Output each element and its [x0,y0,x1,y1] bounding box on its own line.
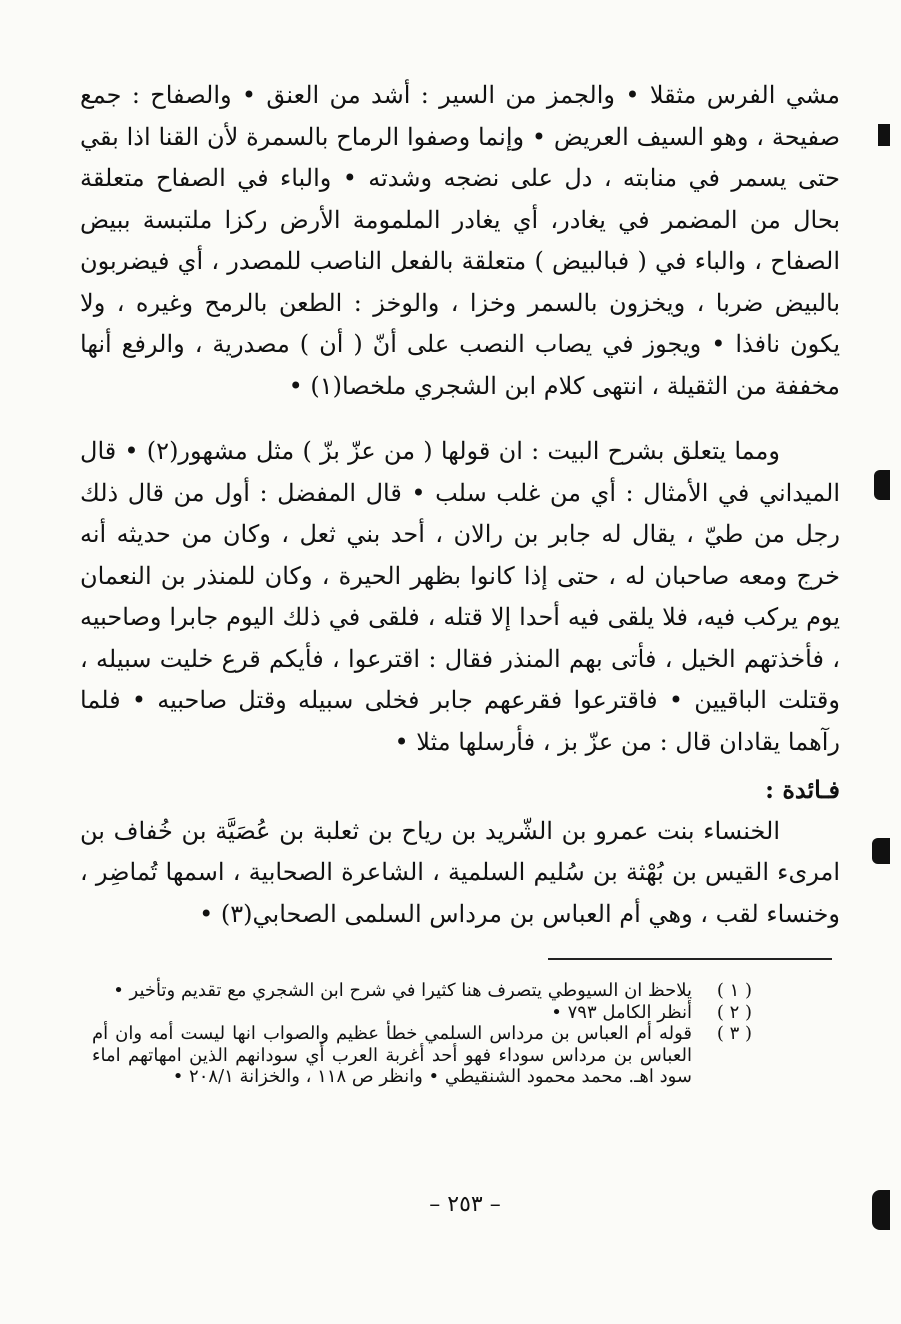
edge-mark [872,1190,890,1230]
paragraph-3: الخنساء بنت عمرو بن الشّريد بن رياح بن ثعلبة بن عُصَيَّة بن خُفاف بن امرىء القيس بن بُهْثة بن سُليم السلمية ، الشاعرة الصحابية ، اسمها تُماضِر ، وخنساء لقب ، وهي أم العباس بن مرداس السلمى الصحابي(٣) • [80,816,840,928]
footnote-number: ( ١ ) [716,980,752,1001]
footnote-divider [548,958,832,960]
footnote-2 [92,1002,752,1024]
paragraph-1: مشي الفرس مثقلا • والجمز من السير : أشد من العنق • والصفاح : جمع صفيحة ، وهو السيف العريض • وإنما وصفوا الرماح بالسمرة لأن القنا اذا بقي حتى يسمر في منابته ، دل على نضجه وشدته • والباء في الصفاح متعلقة بحال من المضمر في يغادر، أي يغادر الملمومة الأرض ركزا ملتبسة ببيض الصفاح ، والباء في ( فبالبيض ) متعلقة بالفعل الناصب للمصدر ، أي فيضربون بالبيض ضربا ، ويخزون بالسمر وخزا ، والوخز : الطعن بالرمح وغيره ، ولا يكون نافذا • ويجوز في يصاب النصب على أنّ ( أن ) مصدرية ، والرفع أنها مخففة من الثقيلة ، انتهى كلام ابن الشجري ملخصا(١) • [80,81,841,400]
edge-mark [874,470,890,500]
section-heading: فـائدة : [765,775,840,804]
footnote-text: قوله أم العباس بن مرداس السلمي خطأ عظيم والصواب انها ليست أمه وان أم العباس بن مرداس سوداء فهو أحد أغربة العرب أي سودانهم الذين امهاتهم اماء سود اهـ. محمد محمود الشنقيطي • وانظر ص ١١٨ ، والخزانة ٢٠٨/١ • [92,1023,692,1087]
footnote-1 [92,980,752,1002]
footnotes [92,980,752,1088]
edge-mark [872,838,890,864]
footnote-text: أنظر الكامل ٧٩٣ • [551,1001,692,1023]
page-number: – ٢٥٣ – [429,1192,501,1217]
footnote-number: ( ٢ ) [716,1001,752,1023]
footnote-3 [92,1023,752,1088]
paragraph-2: ومما يتعلق بشرح البيت : ان قولها ( من عزّ بزّ ) مثل مشهور(٢) • قال الميداني في الأمثال : أي من غلب سلب • قال المفضل : أول من قال ذلك رجل من طيّ ، يقال له جابر بن رالان ، أحد بني ثعل ، وكان من حديثه أنه خرج ومعه صاحبان له ، حتى إذا كانوا بظهر الحيرة ، وكان للمنذر بن النعمان يوم يركب فيه، فلا يلقى فيه أحدا إلا قتله ، فلقى في ذلك اليوم جابرا وصاحبيه ، فأخذتهم الخيل ، فأتى بهم المنذر فقال : اقترعوا ، فأيكم قرع خليت سبيله ، وقتلت الباقيين • فاقترعوا فقرعهم جابر فخلى سبيله وقتل صاحبيه • فلما رآهما يقادان قال : من عزّ بز ، فأرسلها مثلا • [80,437,841,756]
edge-mark [878,124,890,146]
footnote-text: يلاحظ ان السيوطي يتصرف هنا كثيرا في شرح ابن الشجري مع تقديم وتأخير • [113,980,692,1001]
footnote-number: ( ٣ ) [716,1023,752,1044]
main-text [80,75,840,935]
